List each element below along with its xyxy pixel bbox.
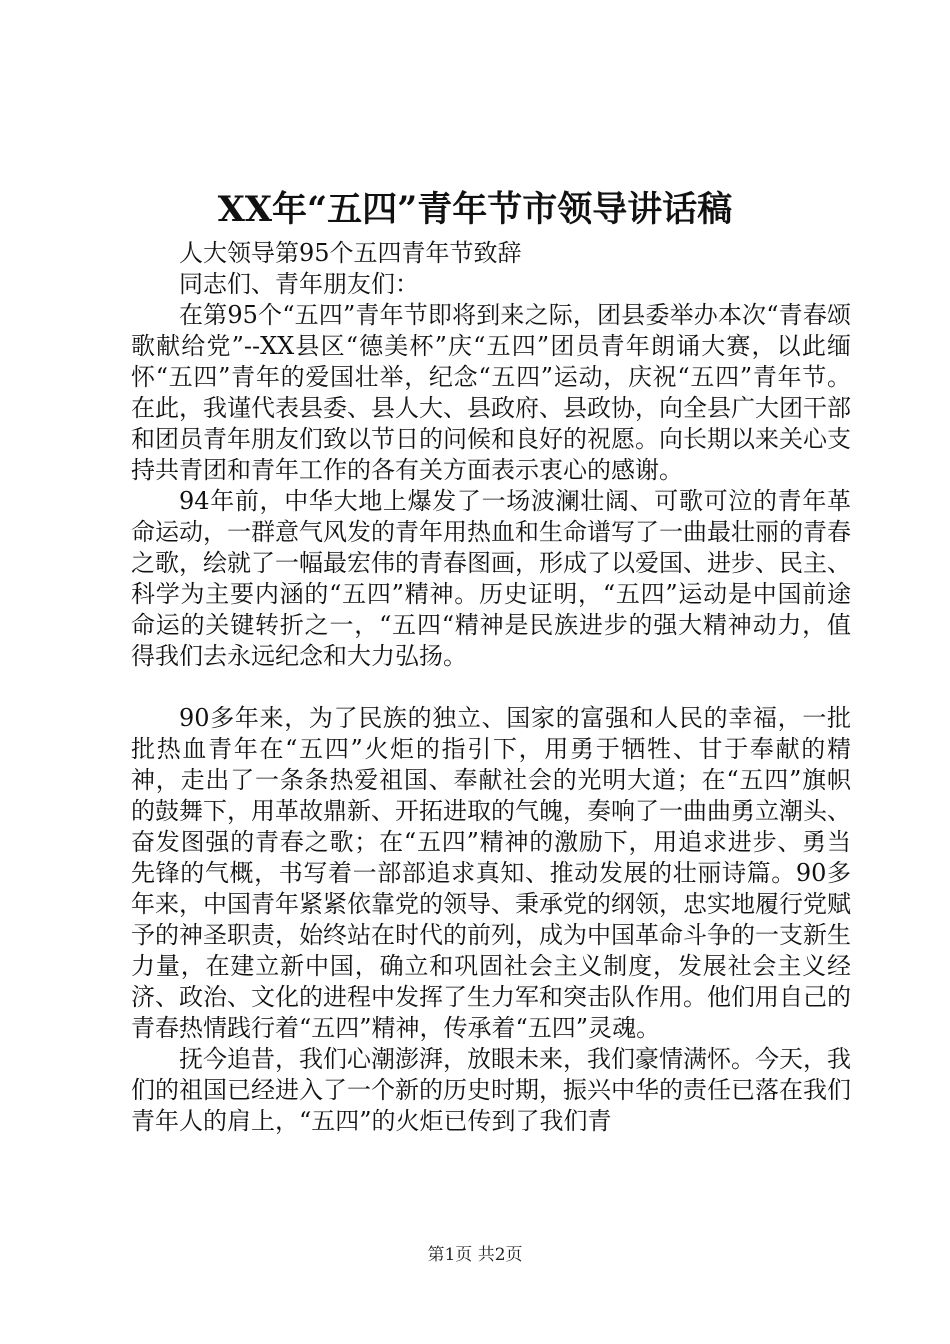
document-body — [131, 238, 851, 1137]
paragraph-history: 94年前，中华大地上爆发了一场波澜壮阔、可歌可泣的青年革命运动，一群意气风发的青年用热血和生命谱写了一曲最壮丽的青春之歌，绘就了一幅最宏伟的青春图画，形成了以爱国、进步、民主、科学为主要内涵的“五四”精神。历史证明，“五四”运动是中国前途命运的关键转折之一，“五四“精神是民族进步的强大精神动力，值得我们去永远纪念和大力弘扬。 — [131, 487, 851, 670]
paragraph-ninety-years: 90多年来，为了民族的独立、国家的富强和人民的幸福，一批批热血青年在“五四”火炬的指引下，用勇于牺牲、甘于奉献的精神，走出了一条条热爱祖国、奉献社会的光明大道；在“五四”旗帜的鼓舞下，用革故鼎新、开拓进取的气魄，奏响了一曲曲勇立潮头、奋发图强的青春之歌；在“五四”精神的激励下，用追求进步、勇当先锋的气概，书写着一部部追求真知、推动发展的壮丽诗篇。90多年来，中国青年紧紧依靠党的领导、秉承党的纲领，忠实地履行党赋予的神圣职责，始终站在时代的前列，成为中国革命斗争的一支新生力量，在建立新中国，确立和巩固社会主义制度，发展社会主义经济、政治、文化的进程中发挥了生力军和突击队作用。他们用自己的青春热情践行着“五四”精神，传承着“五四”灵魂。 — [131, 704, 851, 1042]
paragraph-future: 抚今追昔，我们心潮澎湃，放眼未来，我们豪情满怀。今天，我们的祖国已经进入了一个新的历史时期，振兴中华的责任已落在我们青年人的肩上，“五四”的火炬已传到了我们青 — [131, 1045, 851, 1135]
page-number: 第1页 共2页 — [427, 1245, 523, 1265]
paragraph-subtitle: 人大领导第95个五四青年节致辞 — [179, 239, 522, 267]
paragraph-opening: 在第95个“五四”青年节即将到来之际，团县委举办本次“青春颂歌献给党”--XX县区“德美杯”庆“五四”团员青年朗诵大赛，以此缅怀“五四”青年的爱国壮举，纪念“五四”运动，庆祝“五四”青年节。在此，我谨代表县委、县人大、县政府、县政协，向全县广大团干部和团员青年朋友们致以节日的问候和良好的祝愿。向长期以来关心支持共青团和青年工作的各有关方面表示衷心的感谢。 — [131, 301, 851, 484]
document-title: XX年“五四”青年节市领导讲话稿 — [217, 189, 733, 230]
paragraph-salutation: 同志们、青年朋友们： — [179, 270, 419, 298]
